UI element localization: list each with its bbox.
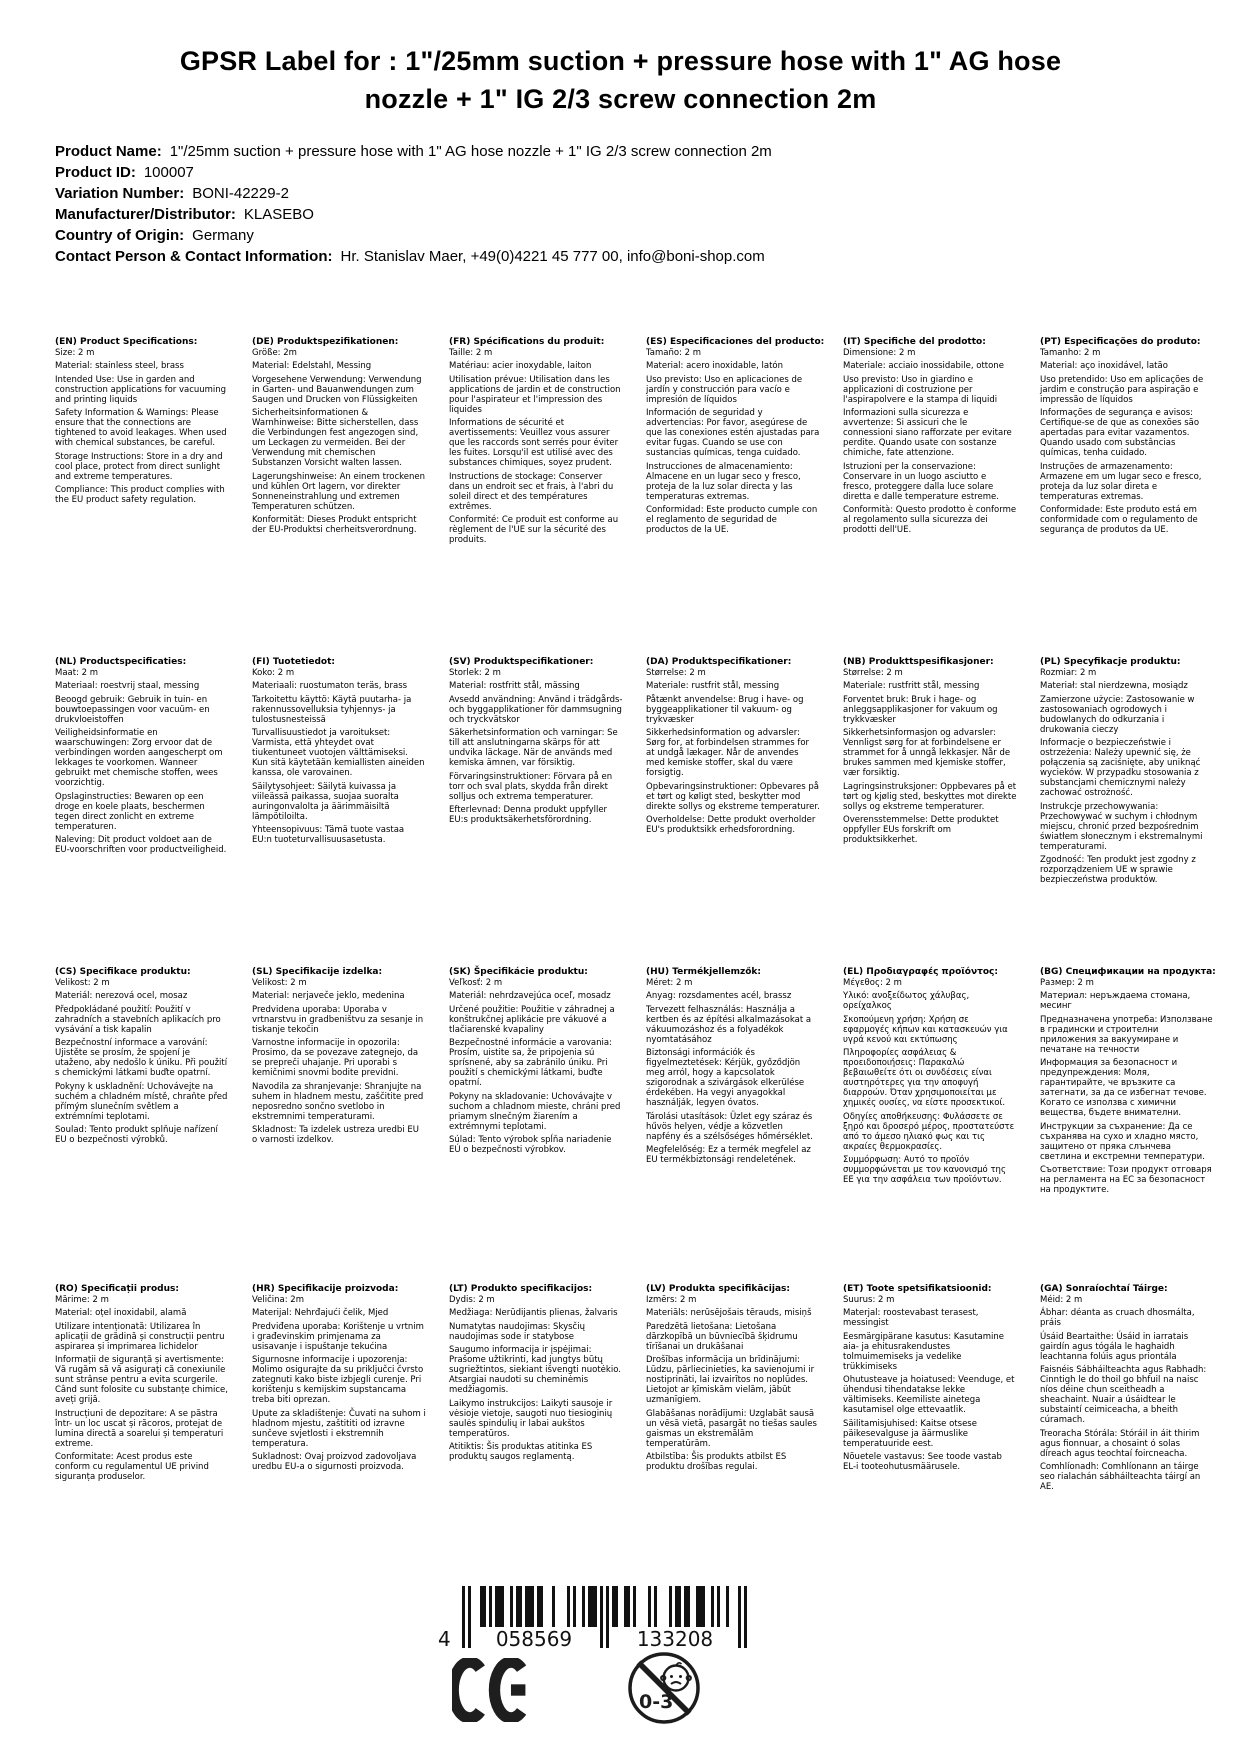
spec-paragraph: Saugumo informacija ir įspėjimai: Prašome užtikrinti, kad jungtys būtų sugriežtintos, siekiant išvengti nuotėkio. Atsargiai naudoti su cheminėmis medžiagomis. [449,1345,621,1395]
spec-paragraph: Tervezett felhasználás: Használja a kertben és az építési alkalmazásokat a vákuumozáshoz és a folyadékok nyomtatásához [646,1004,812,1045]
spec-paragraph: Материал: неръждаема стомана, месинг [1040,991,1191,1011]
spec-paragraph: Veličina: 2m [252,1294,304,1305]
spec-paragraph: Informații de siguranță și avertismente: Vă rugăm să vă asigurați că conexiunile sunt strânse pentru a evita scurgerile. Când sunt folosite cu substanțe chimice, aveți grijă. [55,1355,228,1405]
spec-paragraph: Размер: 2 m [1040,977,1094,988]
spec-block-pl [1040,657,1214,967]
spec-paragraph: Materiál: nerezová ocel, mosaz [55,991,188,1001]
spec-header: (SL) Specifikacije izdelka: [252,967,383,977]
spec-header: (LV) Produkta specifikācijas: [646,1284,790,1294]
spec-header: (PL) Specyfikacje produktu: [1040,657,1181,667]
spec-paragraph: Instrucciones de almacenamiento: Almacene en un lugar seco y fresco, proteja de la luz solar directa y las temperaturas extremas. [646,461,801,502]
spec-paragraph: Uso previsto: Uso in giardino e applicazioni di costruzione per l'aspirapolvere e la stampa di liquidi [843,374,998,405]
product-info-value: Hr. Stanislav Maer, +49(0)4221 45 777 00, info@boni-shop.com [340,248,765,265]
spec-paragraph: Nõuetele vastavus: See toode vastab EL-i tooteohutusmäärusele. [843,1452,1002,1472]
ce-letter-c [453,1662,480,1718]
spec-paragraph: Treoracha Stórála: Stóráil in áit thirim agus fionnuar, a chosaint ó solas díreach agus teochtaí foircneacha. [1040,1428,1200,1459]
spec-paragraph: Dydis: 2 m [449,1294,495,1305]
spec-block-ga [1040,1284,1214,1496]
spec-paragraph: Materiale: rustfritt stål, messing [843,681,980,691]
spec-paragraph: Информация за безопасност и предупреждения: Моля, гарантирайте, че връзките са затегнати, за да се избегнат течове. Когато се използва с химични вещества, бъдете внимателни. [1040,1058,1207,1118]
spec-block-es [646,337,825,657]
spec-paragraph: Istruzioni per la conservazione: Conservare in un luogo asciutto e fresco, proteggere dalla luce solare diretta e dalle temperature estreme. [843,461,999,502]
spec-paragraph: Mărime: 2 m [55,1294,109,1305]
spec-paragraph: Información de seguridad y advertencias: Por favor, asegúrese de que las conexiones estén ajustadas para evitar fugas. Cuando se use con sustancias químicas, tenga cuidado. [646,408,820,458]
spec-paragraph: Informazioni sulla sicurezza e avvertenze: Si assicuri che le connessioni siano rafforzate per evitare perdite. Quando usate con sostanze chimiche, fate attenzione. [843,408,1012,458]
spec-header: (NB) Produkttspesifikasjoner: [843,657,994,667]
spec-paragraph: Anyag: rozsdamentes acél, brassz [646,991,792,1001]
age-warning-label: 0-3 [639,1691,674,1713]
spec-block-cs [55,967,229,1284]
spec-paragraph: Materiál: nehrdzavejúca oceľ, mosadz [449,991,611,1001]
spec-paragraph: Utilizare intenționată: Utilizarea în aplicații de grădină și construcții pentru aspirarea și imprimarea lichidelor [55,1321,225,1352]
spec-paragraph: Størrelse: 2 m [646,667,706,678]
spec-paragraph: Intended Use: Use in garden and construction applications for vacuuming and printing liquids [55,374,227,405]
spec-block-sl [252,967,426,1284]
spec-paragraph: Biztonsági információk és figyelmeztetések: Kérjük, győződjön meg arról, hogy a kapcsolatok szigorodnak a szivárgások elkerülése érdekében. Ha vegyi anyagokkal használják, legyen óvatos. [646,1048,805,1108]
spec-paragraph: Atitiktis: Šis produktas atitinka ES produktų saugos reglamentą. [449,1442,593,1462]
product-info-value: Germany [192,227,254,244]
age-warning-0-3-icon [626,1650,702,1726]
spec-paragraph: Säkerhetsinformation och varningar: Se till att anslutningarna skärps för att undvika läckage. När de används med kemiska ämnen, var försiktig. [449,728,618,768]
ce-mark-icon [452,1658,540,1722]
spec-paragraph: Efterlevnad: Denna produkt uppfyller EU:s produktsäkerhetsförordning. [449,805,608,825]
product-info-label: Variation Number: [55,185,185,202]
spec-paragraph: Varnostne informacije in opozorila: Prosimo, da se povezave zategnejo, da se prepreči uhajanje. Pri uporabi s kemičnimi snovmi bodite previdni. [252,1038,419,1078]
spec-paragraph: Sigurnosne informacije i upozorenja: Molimo osigurajte da su priključci čvrsto zategnuti kako biste izbjegli curenje. Pri korištenju s kemijskim supstancama treba biti oprezan. [252,1355,424,1405]
spec-paragraph: Συμμόρφωση: Αυτό το προϊόν συμμορφώνεται με τον κανονισμό της ΕΕ για την ασφάλεια των προϊόντων. [843,1155,1006,1185]
spec-paragraph: Υλικό: ανοξείδωτος χάλυβας, ορείχαλκος [843,991,970,1011]
product-info-label: Product Name: [55,143,162,160]
spec-paragraph: Bezpečnostní informace a varování: Ujistěte se prosím, že spojení je utaženo, aby nedošlo k úniku. Při použití s chemickými látkami buďte opatrní. [55,1038,228,1078]
spec-paragraph: Safety Information & Warnings: Please ensure that the connections are tightened to avoid leakages. When used with chemical substances, be careful. [55,408,227,448]
spec-paragraph: Izmērs: 2 m [646,1294,697,1305]
spec-paragraph: Forventet bruk: Bruk i hage- og anleggsapplikasjoner for vakuum og trykkvæsker [843,694,998,725]
page-title: GPSR Label for : 1"/25mm suction + pressure hose with 1" AG hose nozzle + 1" IG 2/3 screw connection 2m [179,46,1062,114]
spec-header: (CS) Specifikace produktu: [55,967,191,977]
spec-header: (ES) Especificaciones del producto: [646,337,825,347]
product-info-row [55,162,772,183]
spec-grid [55,337,1237,1496]
product-info-label: Country of Origin: [55,227,185,244]
spec-paragraph: Faisnéis Sábháilteachta agus Rabhadh: Cinntigh le do thoil go bhfuil na naisc níos déine chun sceitheadh a sheachaint. Nuair a úsáidtear le substaintí ceimiceacha, a bheith cúramach. [1040,1365,1207,1425]
product-info-row [55,225,772,246]
spec-block-el [843,967,1017,1284]
product-info-value: KLASEBO [243,206,314,223]
spec-paragraph: Tárolási utasítások: Üzlet egy száraz és hűvös helyen, védje a közvetlen napfény és a szélsőséges hőmérséklet. [646,1111,813,1142]
spec-paragraph: Materiał: stal nierdzewna, mosiądz [1040,681,1188,691]
spec-paragraph: Material: Edelstahl, Messing [252,361,372,371]
spec-header: (DE) Produktspezifikationen: [252,337,399,347]
spec-paragraph: Tamaño: 2 m [646,347,702,358]
product-info-row [55,183,772,204]
ean13-barcode [436,1586,751,1650]
spec-paragraph: Conformité: Ce produit est conforme au règlement de l'UE sur la sécurité des produits. [449,515,619,545]
spec-header: (FI) Tuotetiedot: [252,657,336,667]
spec-paragraph: Laikymo instrukcijos: Laikyti sausoje ir vėsioje vietoje, saugoti nuo tiesioginių saulės spindulių ir labai aukštos temperatūros. [449,1398,613,1439]
spec-header: (SV) Produktspecifikationer: [449,657,594,667]
spec-paragraph: Opslaginstructies: Bewaren op een droge en koele plaats, beschermen tegen direct zonlicht en extreme temperaturen. [55,791,205,832]
spec-paragraph: Ábhar: déanta as cruach dhosmálta, práis [1040,1308,1195,1328]
spec-header: (EN) Product Specifications: [55,337,198,347]
spec-paragraph: Zgodność: Ten produkt jest zgodny z rozporządzeniem UE w sprawie bezpieczeństwa produktów. [1040,855,1196,885]
spec-paragraph: Predvidena uporaba: Uporaba v vrtnarstvu in gradbeništvu za sesanje in tiskanje tekočin [252,1004,424,1035]
spec-header: (DA) Produktspecifikationer: [646,657,792,667]
spec-paragraph: Säilytysohjeet: Säilytä kuivassa ja viileässä paikassa, suojaa suoralta auringonvalolta ja äärimmäisiltä lämpötiloilta. [252,781,399,822]
spec-paragraph: Conformidad: Este producto cumple con el reglamento de seguridad de productos de la UE. [646,505,818,535]
product-info-value: BONI-42229-2 [192,185,289,202]
spec-paragraph: Materiaali: ruostumaton teräs, brass [252,681,408,691]
barcode-digits: 4 [438,1627,451,1650]
spec-paragraph: Informacje o bezpieczeństwie i ostrzeżenia: Należy upewnić się, że połączenia są zaciśnięte, aby uniknąć wycieków. W przypadku stosowania z substancjami chemicznymi należy zachować ostrożność. [1040,738,1201,798]
spec-paragraph: Informações de segurança e avisos: Certifique-se de que as conexões são apertadas para evitar vazamentos. Quando usado com substâncias químicas, tenha cuidado. [1040,408,1200,458]
spec-block-fi [252,657,426,967]
spec-header: (HR) Specifikacije proizvoda: [252,1284,399,1294]
spec-paragraph: Material: nerjaveče jeklo, medenina [252,991,405,1001]
spec-paragraph: Tamanho: 2 m [1040,347,1101,358]
spec-paragraph: Overholdelse: Dette produkt overholder EU's produktsikk erhedsforordning. [646,815,816,835]
spec-paragraph: Conformidade: Este produto está em conformidade com o regulamento de segurança de produtos da UE. [1040,505,1198,535]
spec-paragraph: Οδηγίες αποθήκευσης: Φυλάσσετε σε ξηρό και δροσερό μέρος, προστατεύστε από το άμεσο ηλιακό φως και τις ακραίες θερμοκρασίες. [843,1111,1015,1152]
spec-header: (FR) Spécifications du produit: [449,337,605,347]
spec-paragraph: Materjal: roostevabast terasest, messingist [843,1308,979,1328]
spec-paragraph: Glabāšanas norādījumi: Uzglabāt sausā un vēsā vietā, pasargāt no tiešas saules gaismas un ekstremālām temperatūrām. [646,1408,817,1449]
spec-paragraph: Avsedd användning: Använd i trädgårds- och byggapplikationer för dammsugning och tryckvätskor [449,694,623,725]
spec-paragraph: Storage Instructions: Store in a dry and cool place, protect from direct sunlight and extreme temperatures. [55,451,223,482]
spec-paragraph: Medžiaga: Nerūdijantis plienas, žalvaris [449,1308,618,1318]
spec-paragraph: Съответствие: Този продукт отговаря на регламента на ЕС за безопасност на продуктите. [1040,1165,1212,1195]
product-info-row [55,141,772,162]
spec-paragraph: Taille: 2 m [449,347,493,358]
spec-block-da [646,657,820,967]
spec-paragraph: Πληροφορίες ασφάλειας & προειδοποιήσεις: Παρακαλώ βεβαιωθείτε ότι οι συνδέσεις είναι αυστηρότερες για την αποφυγή διαρροών. Όταν χρησιμοποιείται με χημικές ουσίες, να είστε προσεκτικοί. [843,1048,1006,1108]
spec-paragraph: Pokyny na skladovanie: Uchovávajte v suchom a chladnom mieste, chráni pred priamym slnečným žiarením a extrémnymi teplotami. [449,1091,621,1132]
spec-header: (HU) Termékjellemzők: [646,967,762,977]
spec-paragraph: Skladnost: Ta izdelek ustreza uredbi EU o varnosti izdelkov. [252,1125,419,1145]
spec-paragraph: Uso pretendido: Uso em aplicações de jardim e construção para aspiração e impressão de líquidos [1040,374,1204,405]
spec-block-lt [449,1284,623,1496]
spec-paragraph: Σκοπούμενη χρήση: Χρήση σε εφαρμογές κήπων και κατασκευών για υγρά κενού και εκτύπωσης [843,1014,1008,1045]
spec-paragraph: Materiaal: roestvrij staal, messing [55,681,200,691]
spec-paragraph: Úsáid Beartaithe: Úsáid in iarratais gairdín agus tógála le haghaidh leachtanna folúis agus priontála [1040,1331,1189,1362]
spec-paragraph: Compliance: This product complies with the EU product safety regulation. [55,485,225,505]
spec-paragraph: Material: rostfritt stål, mässing [449,681,580,691]
spec-paragraph: Conformitate: Acest produs este conform cu regulamentul UE privind siguranța produselor. [55,1452,209,1482]
spec-paragraph: Veľkosť: 2 m [449,977,503,988]
spec-paragraph: Predviđena uporaba: Korištenje u vrtnim i građevinskim primjenama za usisavanje i ispuštanje tekućina [252,1321,424,1352]
product-info-value: 100007 [143,164,194,181]
spec-paragraph: Konformität: Dieses Produkt entspricht der EU-Produktsi cherheitsverordnung. [252,515,417,535]
spec-paragraph: Ohutusteave ja hoiatused: Veenduge, et ühendusi tihendatakse lekke vältimiseks. Keemiliste ainetega kasutamisel olge ettevaatlik. [843,1375,1015,1415]
spec-paragraph: Material: stainless steel, brass [55,361,184,371]
spec-paragraph: Storlek: 2 m [449,667,501,678]
spec-paragraph: Sikkerhedsinformation og advarsler: Sørg for, at forbindelsen strammes for at undgå lækager. Når de anvendes med kemiske stoffer, skal du være forsigtig. [646,728,810,778]
spec-header: (LT) Produkto specifikacijos: [449,1284,593,1294]
spec-paragraph: Conformità: Questo prodotto è conforme al regolamento sulla sicurezza dei prodotti dell'UE. [843,505,1017,535]
spec-paragraph: Μέγεθος: 2 m [843,977,902,988]
spec-paragraph: Instrukcje przechowywania: Przechowywać w suchym i chłodnym miejscu, chronić przed bezpośrednim światłem słonecznym i ekstremalnymi temperaturami. [1040,801,1203,852]
spec-block-lv [646,1284,820,1496]
spec-paragraph: Maat: 2 m [55,667,99,678]
spec-paragraph: Påtænkt anvendelse: Brug i have- og byggeapplikationer til vakuum- og trykvæsker [646,694,804,725]
spec-paragraph: Méret: 2 m [646,977,693,988]
spec-header: (RO) Specificații produs: [55,1284,179,1294]
spec-block-hu [646,967,820,1284]
spec-paragraph: Yhteensopivuus: Tämä tuote vastaa EU:n tuoteturvallisuusasetusta. [252,825,405,845]
spec-header: (ET) Toote spetsifikatsioonid: [843,1284,992,1294]
spec-block-sk [449,967,623,1284]
spec-paragraph: Предназначена употреба: Използване в градински и строителни приложения за вакуумиране и печатане на течности [1040,1014,1213,1055]
spec-paragraph: Tarkoitettu käyttö: Käytä puutarha- ja rakennussovelluksia tyhjennys- ja tulostusnesteissä [252,694,412,725]
spec-paragraph: Инструкции за съхранение: Да се съхранява на сухо и хладно място, защитено от пряка слънчева светлина и екстремни температури. [1040,1121,1205,1162]
spec-paragraph: Instruções de armazenamento: Armazene em um lugar seco e fresco, proteja da luz solar direta e temperaturas extremas. [1040,461,1202,502]
spec-header: (SK) Špecifikácie produktu: [449,967,588,977]
spec-block-it [843,337,1017,657]
spec-block-nl [55,657,229,967]
spec-paragraph: Dimensione: 2 m [843,347,916,358]
spec-header: (IT) Specifiche del prodotto: [843,337,986,347]
spec-paragraph: Předpokládané použití: Použití v zahradních a stavebních aplikacích pro vysávání a tisk kapalin [55,1004,221,1035]
spec-block-bg [1040,967,1214,1284]
spec-paragraph: Drošības informācija un brīdinājumi: Lūdzu, pārliecinieties, ka savienojumi ir nostiprināti, lai izvairītos no noplūdes. Lietojot ar ķīmiskām vielām, jābūt uzmanīgiem. [646,1355,815,1405]
product-info-row [55,204,772,225]
spec-header: (GA) Sonraíochtaí Táirge: [1040,1284,1168,1294]
spec-paragraph: Méid: 2 m [1040,1294,1083,1305]
spec-paragraph: Upute za skladištenje: Čuvati na suhom i hladnom mjestu, zaštititi od izravne sunčeve svjetlosti i ekstremnih temperatura. [252,1408,426,1449]
spec-paragraph: Material: aço inoxidável, latão [1040,361,1168,371]
spec-paragraph: Velikost: 2 m [55,977,110,988]
spec-header: (NL) Productspecificaties: [55,657,187,667]
spec-paragraph: Säilitamisjuhised: Kaitse otsese päikesevalguse ja äärmuslike temperatuuride eest. [843,1418,977,1449]
spec-block-de [252,337,426,657]
spec-paragraph: Naleving: Dit product voldoet aan de EU-voorschriften voor productveiligheid. [55,835,227,855]
spec-paragraph: Navodila za shranjevanje: Shranjujte na suhem in hladnem mestu, zaščitite pred neposredno sončno svetlobo in ekstremnimi temperaturami. [252,1081,424,1122]
spec-block-fr [449,337,623,657]
spec-paragraph: Comhlíonadh: Comhlíonann an táirge seo rialachán sábháilteachta táirgí an AE. [1040,1462,1201,1492]
spec-block-ro [55,1284,229,1496]
spec-paragraph: Material: acero inoxidable, latón [646,361,783,371]
spec-paragraph: Rozmiar: 2 m [1040,667,1097,678]
product-info-label: Manufacturer/Distributor: [55,206,236,223]
spec-paragraph: Paredzētā lietošana: Lietošana dārzkopībā un būvniecībā šķidrumu tīrīšanai un drukāšanai [646,1321,798,1352]
spec-paragraph: Vorgesehene Verwendung: Verwendung in Garten- und Bauanwendungen zum Saugen und Drucken von Flüssigkeiten [252,374,422,405]
spec-paragraph: Materiale: acciaio inossidabile, ottone [843,361,1004,371]
spec-paragraph: Instrucțiuni de depozitare: A se păstra într- un loc uscat și răcoros, protejat de lumina directă a soarelui și temperaturi extreme. [55,1408,224,1449]
spec-paragraph: Größe: 2m [252,347,297,358]
product-info [55,141,772,267]
spec-paragraph: Materijal: Nehrđajući čelik, Mjed [252,1308,389,1318]
barcode-digits: 133208 [636,1627,714,1650]
spec-paragraph: Overensstemmelse: Dette produktet oppfyller EUs forskrift om produktsikkerhet. [843,815,999,845]
spec-block-sv [449,657,623,967]
spec-paragraph: Size: 2 m [55,347,95,358]
spec-paragraph: Matériau: acier inoxydable, laiton [449,361,592,371]
spec-paragraph: Zamierzone użycie: Zastosowanie w zastosowaniach ogrodowych i budowlanych do odkurzania i drukowania cieczy [1040,694,1195,735]
spec-paragraph: Sicherheitsinformationen & Warnhinweise: Bitte sicherstellen, dass die Verbindungen fest angezogen sind, um Leckagen zu vermeiden. Bei der Verwendung mit chemischen Substanzen Vorsicht walten lassen. [252,408,419,468]
spec-paragraph: Instructions de stockage: Conserver dans un endroit sec et frais, à l'abri du soleil direct et des températures extrêmes. [449,471,614,512]
spec-paragraph: Velikost: 2 m [252,977,307,988]
spec-paragraph: Soulad: Tento produkt splňuje nařízení EU o bezpečnosti výrobků. [55,1125,218,1145]
spec-block-en [55,337,229,657]
spec-block-pt [1040,337,1214,657]
spec-block-nb [843,657,1017,967]
spec-block-et [843,1284,1017,1496]
product-info-label: Contact Person & Contact Information: [55,248,333,265]
spec-paragraph: Atbilstība: Šis produkts atbilst ES produktu drošības regulai. [646,1452,787,1472]
spec-paragraph: Størrelse: 2 m [843,667,903,678]
spec-header: (EL) Προδιαγραφές προϊόντος: [843,967,998,977]
barcode-digits: 058569 [495,1627,573,1650]
spec-paragraph: Lagringsinstruksjoner: Oppbevares på et tørt og kjølig sted, beskyttes mot direkte sollys og ekstreme temperaturer. [843,781,1017,812]
spec-paragraph: Sikkerhetsinformasjon og advarsler: Vennligst sørg for at forbindelsene er strammet for å unngå lekkasjer. Når de brukes sammen med kjemiske stoffer, vær forsiktig. [843,728,1011,778]
spec-paragraph: Lagerungshinweise: An einem trockenen und kühlen Ort lagern, vor direkter Sonneneinstrahlung und extremen Temperaturen schützen. [252,471,426,512]
product-info-value: 1"/25mm suction + pressure hose with 1" AG hose nozzle + 1" IG 2/3 screw connection 2m [169,143,772,160]
spec-header: (PT) Especificações do produto: [1040,337,1201,347]
spec-paragraph: Suurus: 2 m [843,1294,895,1305]
spec-paragraph: Förvaringsinstruktioner: Förvara på en torr och sval plats, skydda från direkt solljus och extrema temperaturer. [449,771,613,802]
spec-paragraph: Uso previsto: Uso en aplicaciones de jardín y construcción para vacío e impresión de líquidos [646,374,803,405]
spec-paragraph: Určené použitie: Použitie v záhradnej a konštrukčnej aplikácie pre vákuové a tlačiarenské kvapaliny [449,1004,615,1035]
spec-paragraph: Turvallisuustiedot ja varoitukset: Varmista, että yhteydet ovat tiukentuneet vuotojen välttämiseksi. Kun sitä käytetään kemiallisten aineiden kanssa, ole varovainen. [252,728,425,778]
spec-paragraph: Súlad: Tento výrobok spĺňa nariadenie EÚ o bezpečnosti výrobkov. [449,1135,612,1155]
product-info-row [55,246,772,267]
spec-paragraph: Pokyny k uskladnění: Uchovávejte na suchém a chladném místě, chraňte před přímým slunečním světlem a extrémními teplotami. [55,1081,228,1122]
product-info-label: Product ID: [55,164,136,181]
spec-header: (BG) Спецификации на продукта: [1040,967,1216,977]
spec-paragraph: Sukladnost: Ovaj proizvod zadovoljava uredbu EU-a o sigurnosti proizvoda. [252,1452,417,1472]
spec-paragraph: Materiāls: nerūsējošais tērauds, misiņš [646,1308,812,1318]
spec-paragraph: Eesmärgipärane kasutus: Kasutamine aia- ja ehitusrakendustes tolmuimemiseks ja vedelike trükkimiseks [843,1331,1005,1372]
spec-block-hr [252,1284,426,1496]
spec-paragraph: Koko: 2 m [252,667,295,678]
spec-paragraph: Opbevaringsinstruktioner: Opbevares på et tørt og køligt sted, beskytter mod direkte sollys og ekstreme temperaturer. [646,781,820,812]
spec-paragraph: Material: oțel inoxidabil, alamă [55,1308,187,1318]
spec-paragraph: Beoogd gebruik: Gebruik in tuin- en bouwtoepassingen voor vacuüm- en drukvloeistoffen [55,694,210,725]
spec-paragraph: Materiale: rustfrit stål, messing [646,681,780,691]
spec-paragraph: Veiligheidsinformatie en waarschuwingen: Zorg ervoor dat de verbindingen worden aangescherpt om lekkages te voorkomen. Wanneer gebruikt met chemische stoffen, wees voorzichtig. [55,728,223,788]
spec-paragraph: Informations de sécurité et avertissements: Veuillez vous assurer que les raccords sont serrés pour éviter les fuites. Lorsqu'il est utilisé avec des substances chimiques, soyez prudent. [449,418,619,468]
spec-paragraph: Bezpečnostné informácie a varovania: Prosím, uistite sa, že pripojenia sú sprísnené, aby sa zabránilo úniku. Pri použití s chemickými látkami, buďte opatrní. [449,1038,612,1088]
spec-paragraph: Numatytas naudojimas: Skysčių naudojimas sode ir statybose [449,1321,585,1342]
spec-paragraph: Megfelelőség: Ez a termék megfelel az EU termékbiztonsági rendeletének. [646,1145,811,1165]
spec-paragraph: Utilisation prévue: Utilisation dans les applications de jardin et de construction pour l'aspirateur et l'impression des liquides [449,374,621,415]
